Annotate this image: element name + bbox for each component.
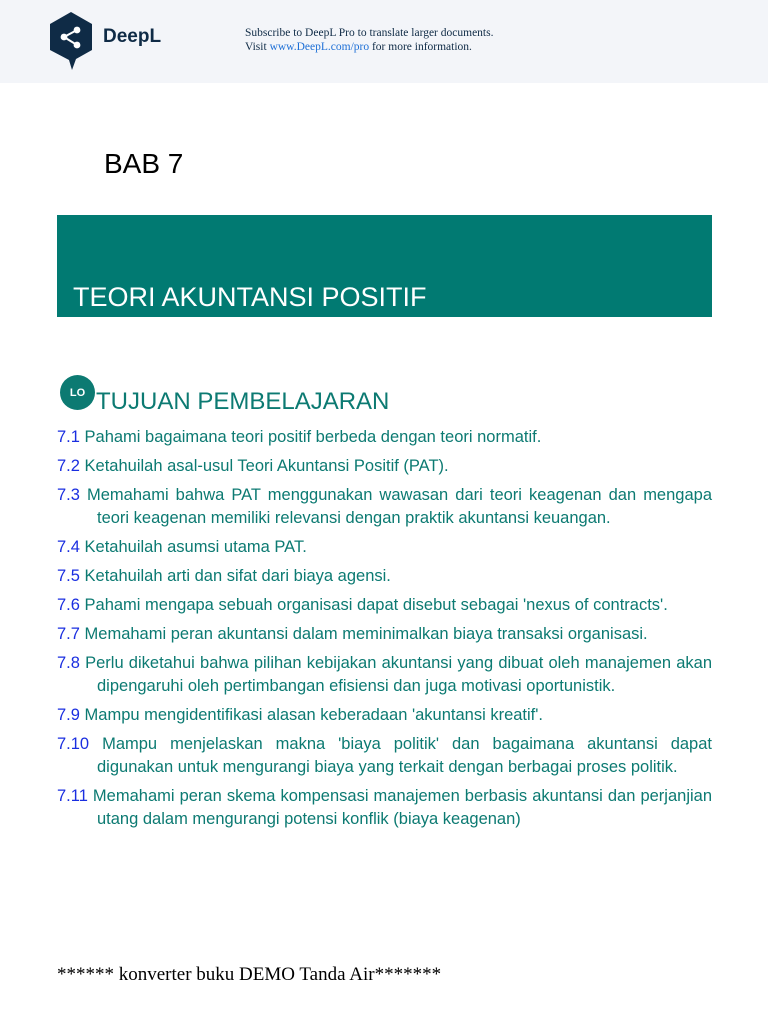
learning-objectives-heading: TUJUAN PEMBELAJARAN: [96, 388, 390, 415]
objective-text: Mampu mengidentifikasi alasan keberadaan 'akuntansi kreatif'.: [79, 706, 544, 724]
objective-number: 7.8: [57, 654, 80, 672]
objective-text: Pahami mengapa sebuah organisasi dapat disebut sebagai 'nexus of contracts'.: [79, 596, 668, 614]
learning-objectives-badge-icon: LO: [60, 375, 95, 410]
objective-text: Memahami bahwa PAT menggunakan wawasan dari teori keagenan dan mengapa teori keagenan memiliki relevansi dengan praktik akuntansi keuangan.: [79, 486, 712, 527]
chapter-title: TEORI AKUNTANSI POSITIF: [73, 282, 427, 312]
objective-number: 7.2: [57, 457, 80, 475]
objective-item: [57, 484, 712, 530]
promo-text: [245, 26, 493, 54]
objective-number: 7.1: [57, 428, 80, 446]
promo-visit: Visit: [245, 41, 270, 53]
objective-text: Perlu diketahui bahwa pilihan kebijakan akuntansi yang dibuat oleh manajemen akan dipengaruhi oleh pertimbangan efisiensi dan juga motivasi oportunistik.: [79, 654, 712, 695]
objective-item: [57, 733, 712, 779]
objective-text: Mampu menjelaskan makna 'biaya politik' dan bagaimana akuntansi dapat digunakan untuk mengurangi biaya yang terkait dengan berbagai proses politik.: [89, 735, 712, 776]
objective-text: Pahami bagaimana teori positif berbeda dengan teori normatif.: [79, 428, 542, 446]
objective-item: [57, 652, 712, 698]
promo-line-2: [245, 40, 493, 54]
objective-text: Memahami peran skema kompensasi manajemen berbasis akuntansi dan perjanjian utang dalam mengurangi potensi konflik (biaya keagenan): [87, 787, 712, 828]
objective-number: 7.11: [57, 787, 88, 805]
objective-item: [57, 455, 712, 478]
objective-text: Ketahuilah asal-usul Teori Akuntansi Positif (PAT).: [79, 457, 449, 475]
objective-item: [57, 594, 712, 617]
objective-text: Ketahuilah asumsi utama PAT.: [79, 538, 307, 556]
chapter-title-bar: [57, 215, 712, 317]
objective-item: [57, 623, 712, 646]
objective-item: [57, 785, 712, 831]
objective-number: 7.9: [57, 706, 80, 724]
objective-item: [57, 426, 712, 449]
deepl-logo-icon: [46, 10, 96, 72]
objective-number: 7.10: [57, 735, 90, 753]
objective-number: 7.7: [57, 625, 80, 643]
objective-text: Memahami peran akuntansi dalam meminimalkan biaya transaksi organisasi.: [79, 625, 648, 643]
deepl-brand-name: DeepL: [103, 26, 162, 47]
objective-number: 7.5: [57, 567, 80, 585]
objective-number: 7.6: [57, 596, 80, 614]
promo-line-1: Subscribe to DeepL Pro to translate larger documents.: [245, 27, 494, 39]
objective-item: [57, 536, 712, 559]
objective-item: [57, 704, 712, 727]
learning-objectives-list: [57, 426, 712, 837]
objective-item: [57, 565, 712, 588]
objective-text: Ketahuilah arti dan sifat dari biaya agensi.: [79, 567, 391, 585]
deepl-banner: [0, 0, 768, 83]
objective-number: 7.4: [57, 538, 80, 556]
watermark-note: ****** konverter buku DEMO Tanda Air*******: [57, 964, 442, 985]
deepl-pro-link[interactable]: www.DeepL.com/pro: [269, 41, 370, 53]
chapter-label: BAB 7: [104, 148, 184, 179]
objective-number: 7.3: [57, 486, 80, 504]
promo-tail: for more information.: [369, 41, 472, 53]
